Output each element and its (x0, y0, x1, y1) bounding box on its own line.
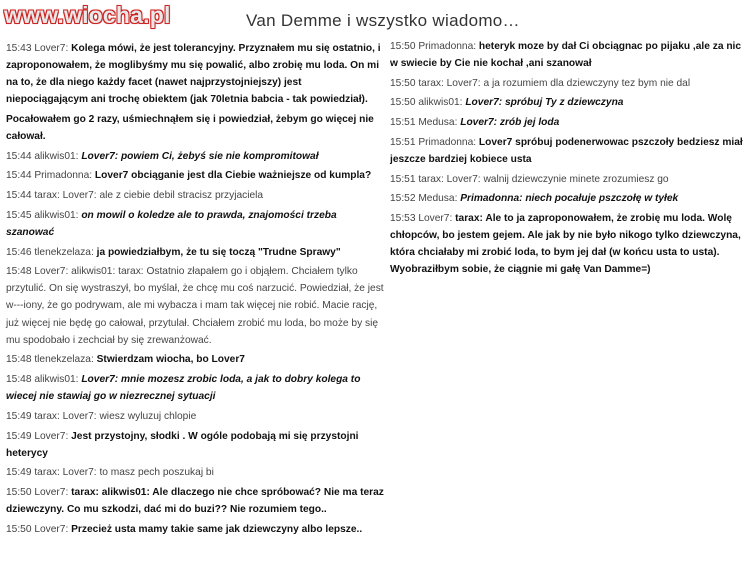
chat-message (6, 167, 384, 184)
message-timestamp-author: 15:50 tarax: (390, 77, 447, 89)
chat-message (390, 75, 746, 92)
chat-message (6, 428, 384, 462)
message-timestamp-author: 15:46 tlenekzelaza: (6, 246, 97, 258)
message-text: Kolega mówi, że jest tolerancyjny. Przyznałem mu się ostatnio, i zaproponowałem, że moglibyśmy mu się powalić, albo zrobię mu loda. On mi na to, że dla niego każdy facet (nawet najprzystojniejszy) jest niepociągającym ani trochę obiektem (jak 70letnia babcia - tak powiedział). (6, 43, 381, 106)
chat-message (6, 263, 384, 348)
chat-message (6, 207, 384, 241)
chat-message (390, 114, 746, 131)
message-timestamp-author: 15:50 Primadonna: (390, 41, 479, 52)
message-text: Lover7: walnij dziewczynie minete zrozumiesz go (446, 173, 669, 185)
message-timestamp-author: 15:44 Primadonna: (6, 170, 95, 182)
chat-message (6, 371, 384, 405)
message-text: Lover7: a ja rozumiem dla dziewczyny tez bym nie dal (446, 77, 691, 89)
message-text: Pocałowałem go 2 razy, uśmiechnąłem się i powiedział, żebym go więcej nie całował. (6, 113, 374, 143)
message-text: Lover7: zrób jej loda (460, 117, 560, 129)
chat-log-right-column (390, 38, 746, 281)
message-text: Lover7: wiesz wyluzuj chlopie (62, 410, 197, 422)
chat-message (390, 134, 746, 168)
message-timestamp-author: 15:44 tarax: (6, 190, 63, 202)
message-timestamp-author: 15:49 tarax: (6, 410, 63, 422)
message-timestamp-author: 15:45 alikwis01: (6, 209, 82, 221)
chat-message (390, 190, 746, 207)
chat-message (390, 38, 746, 72)
message-text: Primadonna: niech pocałuje pszczołę w tyłek (460, 193, 679, 205)
message-timestamp-author: 15:49 tarax: (6, 467, 63, 479)
message-text: Lover7: powiem Ci, żebyś sie nie kompromitował (81, 150, 319, 162)
message-text: Lover7 spróbuj podenerwowac pszczoły bedziesz miał jeszcze bardziej kobiece usta (390, 136, 743, 165)
site-watermark: www.wiocha.pl (4, 2, 171, 28)
chat-message (6, 187, 384, 204)
message-text: tarax: Ale to ja zaproponowałem, że zrobię mu loda. Wolę chłopców, bo jestem gejem. Ale jak by nie było nikogo tylko dziewczyna, która chciałaby mi zrobić loda, to bym jej dał (w końcu usta to usta). Wyobraziłbym sobie, że ciągnie mi gałę Van Damme=) (390, 213, 741, 276)
message-timestamp-author: 15:51 tarax: (390, 173, 447, 185)
chat-message (6, 40, 384, 108)
message-timestamp-author: 15:52 Medusa: (390, 193, 461, 205)
message-text: Jest przystojny, słodki . W ogóle podobają mi się przystojni heterycy (6, 430, 359, 459)
message-timestamp-author: 15:51 Primadonna: (390, 136, 479, 148)
chat-message (390, 94, 746, 111)
chat-message (6, 351, 384, 368)
message-text: tarax: alikwis01: Ale dlaczego nie chce spróbować? Nie ma teraz dziewczyny. Co mu szkodzi, dać mi do buzi?? Nie rozumiem tego.. (6, 486, 384, 516)
page-title: Van Demme i wszystko wiadomo… (246, 11, 520, 30)
chat-message (6, 148, 384, 165)
chat-message (6, 521, 384, 538)
message-text: heteryk moze by dał Ci obciągnac po pijaku ,ale za nic w swiecie by Cie nie kochał ,ani szanował (390, 41, 742, 70)
message-timestamp-author: 15:50 Lover7: (6, 523, 72, 535)
message-timestamp-author: 15:44 alikwis01: (6, 150, 82, 162)
message-text: Lover7: spróbuj Ty z dziewczyna (465, 97, 624, 109)
chat-message (6, 484, 384, 518)
chat-message (6, 408, 384, 425)
message-timestamp-author: 15:43 Lover7: (6, 43, 72, 54)
message-text: Stwierdzam wiocha, bo Lover7 (96, 354, 245, 366)
chat-message (6, 464, 384, 481)
message-timestamp-author: 15:49 Lover7: (6, 430, 72, 442)
message-text: Lover7: ale z ciebie debil stracisz przyjaciela (62, 190, 264, 202)
message-text: Lover7 obciąganie jest dla Ciebie ważniejsze od kumpla? (94, 170, 372, 182)
chat-message (390, 171, 746, 188)
message-text: Lover7: to masz pech poszukaj bi (62, 467, 214, 479)
chat-message (6, 244, 384, 261)
message-text: Lover7: mnie mozesz zrobic loda, a jak to dobry kolega to wiecej nie stawiaj go w niezrecznej sytuacji (6, 374, 361, 403)
message-timestamp-author: 15:50 Lover7: (6, 486, 72, 498)
chat-message (6, 111, 384, 145)
message-timestamp-author: 15:51 Medusa: (390, 117, 461, 129)
message-timestamp-author: 15:50 alikwis01: (390, 97, 466, 109)
message-timestamp-author: 15:48 alikwis01: (6, 374, 82, 386)
message-text: on mowil o koledze ale to prawda, znajomości trzeba szanować (6, 209, 337, 238)
message-timestamp-author: 15:48 Lover7: (6, 266, 72, 278)
chat-log-left-column (6, 40, 384, 540)
message-text: alikwis01: tarax: Ostatnio złapałem go i objąłem. Chciałem tylko przytulić. On się wystraszył, bo myślał, że chcę mu coś narzucić. Powiedział, że jest w---iony, że go podrywam, ale mi wybacza i mam tak więcej nie robić. Macie rację, już więcej nie będę go całował, przytulał. Chciałem zrobić mu loda, bo może by się mu spodobało i zechciał by się zrewanżować. (6, 266, 384, 346)
message-timestamp-author: 15:48 tlenekzelaza: (6, 354, 97, 366)
message-text: Przecież usta mamy takie same jak dziewczyny albo lepsze.. (71, 523, 363, 535)
message-timestamp-author: 15:53 Lover7: (390, 213, 456, 224)
message-text: ja powiedziałbym, że tu się toczą "Trudne Sprawy" (96, 246, 341, 258)
chat-message (390, 210, 746, 278)
